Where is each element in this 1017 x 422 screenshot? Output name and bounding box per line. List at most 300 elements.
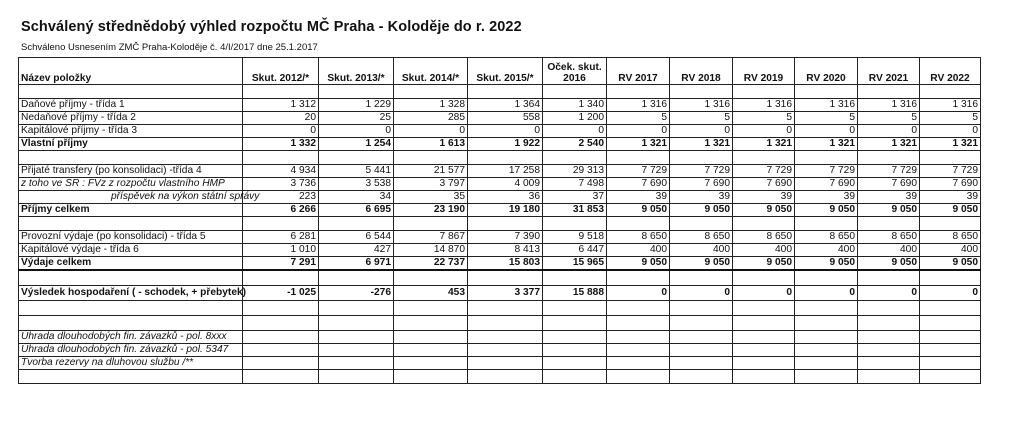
value-cell: 7 690 (607, 178, 670, 191)
value-cell: 285 (394, 112, 468, 125)
value-cell: 0 (243, 125, 319, 138)
value-cell (920, 370, 981, 384)
value-cell: 7 690 (670, 178, 733, 191)
row-label: z toho ve SR : FVz z rozpočtu vlastního HMP (19, 178, 243, 191)
value-cell (468, 370, 543, 384)
column-header: RV 2020 (795, 58, 858, 85)
value-cell (607, 344, 670, 357)
value-cell: 14 870 (394, 244, 468, 257)
value-cell: 453 (394, 286, 468, 301)
value-cell: 39 (670, 191, 733, 204)
value-cell: 29 313 (543, 165, 607, 178)
value-cell (795, 357, 858, 370)
value-cell: 0 (607, 286, 670, 301)
table-spacer-row (19, 370, 981, 384)
value-cell: 23 190 (394, 204, 468, 217)
value-cell: 5 (795, 112, 858, 125)
value-cell: 1 613 (394, 138, 468, 151)
value-cell: 1 364 (468, 99, 543, 112)
value-cell (607, 85, 670, 99)
value-cell: 9 050 (920, 257, 981, 271)
value-cell: 9 050 (733, 204, 795, 217)
value-cell: 1 321 (795, 138, 858, 151)
row-label (19, 301, 243, 316)
value-cell: 9 050 (795, 204, 858, 217)
value-cell (319, 331, 394, 344)
value-cell (920, 270, 981, 286)
value-cell (670, 151, 733, 165)
value-cell: 0 (670, 286, 733, 301)
value-cell (607, 301, 670, 316)
value-cell: 1 229 (319, 99, 394, 112)
value-cell (607, 270, 670, 286)
value-cell: 9 050 (607, 257, 670, 271)
column-header: RV 2021 (858, 58, 920, 85)
value-cell (795, 344, 858, 357)
value-cell: 8 413 (468, 244, 543, 257)
table-row (19, 138, 981, 151)
table-header-row (19, 58, 981, 85)
value-cell (795, 151, 858, 165)
value-cell (670, 370, 733, 384)
value-cell (543, 344, 607, 357)
value-cell: 1 340 (543, 99, 607, 112)
value-cell: 7 729 (920, 165, 981, 178)
value-cell: 223 (243, 191, 319, 204)
value-cell: 39 (795, 191, 858, 204)
value-cell: 5 (733, 112, 795, 125)
value-cell: 5 441 (319, 165, 394, 178)
row-label: Úhrada dlouhodobých fin. závazků - pol. 5347 (19, 344, 243, 357)
column-header: RV 2017 (607, 58, 670, 85)
value-cell (394, 151, 468, 165)
value-cell: 400 (670, 244, 733, 257)
row-label: Úhrada dlouhodobých fin. závazků - pol. 8xxx (19, 331, 243, 344)
table-row (19, 357, 981, 370)
table-row (19, 165, 981, 178)
value-cell: 1 328 (394, 99, 468, 112)
value-cell (543, 217, 607, 231)
table-row (19, 344, 981, 357)
value-cell: 1 316 (795, 99, 858, 112)
value-cell (733, 151, 795, 165)
value-cell (670, 301, 733, 316)
value-cell: 8 650 (795, 231, 858, 244)
table-spacer-row (19, 85, 981, 99)
value-cell (543, 331, 607, 344)
value-cell: 9 050 (858, 204, 920, 217)
value-cell: 6 544 (319, 231, 394, 244)
value-cell (920, 151, 981, 165)
value-cell: -276 (319, 286, 394, 301)
row-label: Kapitálové výdaje - třída 6 (19, 244, 243, 257)
value-cell (920, 85, 981, 99)
value-cell: 400 (607, 244, 670, 257)
value-cell: 1 922 (468, 138, 543, 151)
value-cell (319, 357, 394, 370)
table-row (19, 257, 981, 271)
value-cell (543, 357, 607, 370)
value-cell (607, 370, 670, 384)
value-cell: 9 050 (607, 204, 670, 217)
table-body (19, 85, 981, 384)
value-cell: 0 (920, 286, 981, 301)
value-cell: 1 316 (858, 99, 920, 112)
value-cell (468, 331, 543, 344)
row-label (19, 370, 243, 384)
value-cell: 7 690 (733, 178, 795, 191)
value-cell: 35 (394, 191, 468, 204)
value-cell (858, 270, 920, 286)
value-cell (920, 357, 981, 370)
value-cell: 0 (858, 286, 920, 301)
value-cell (858, 370, 920, 384)
value-cell (394, 85, 468, 99)
value-cell: 0 (394, 125, 468, 138)
table-row (19, 112, 981, 125)
value-cell: 3 736 (243, 178, 319, 191)
value-cell: 7 729 (607, 165, 670, 178)
row-label (19, 85, 243, 99)
value-cell: 400 (920, 244, 981, 257)
table-row (19, 331, 981, 344)
table-row (19, 191, 981, 204)
value-cell: 8 650 (670, 231, 733, 244)
table-row (19, 286, 981, 301)
value-cell (243, 270, 319, 286)
column-header: RV 2018 (670, 58, 733, 85)
value-cell (795, 331, 858, 344)
row-label (19, 151, 243, 165)
row-label: Provozní výdaje (po konsolidaci) - třída 5 (19, 231, 243, 244)
row-label (19, 270, 243, 286)
value-cell: 427 (319, 244, 394, 257)
value-cell: 0 (607, 125, 670, 138)
column-header: Skut. 2015/* (468, 58, 543, 85)
value-cell (243, 151, 319, 165)
value-cell (543, 151, 607, 165)
value-cell (468, 301, 543, 316)
value-cell: 3 797 (394, 178, 468, 191)
value-cell: 15 888 (543, 286, 607, 301)
value-cell: 15 803 (468, 257, 543, 271)
row-label: Výsledek hospodaření ( - schodek, + přebytek) (19, 286, 243, 301)
value-cell: 1 321 (858, 138, 920, 151)
value-cell: 1 321 (607, 138, 670, 151)
value-cell: 9 050 (670, 257, 733, 271)
value-cell (468, 344, 543, 357)
value-cell (858, 301, 920, 316)
value-cell (795, 217, 858, 231)
value-cell: 4 934 (243, 165, 319, 178)
value-cell: 7 729 (670, 165, 733, 178)
value-cell: 7 690 (795, 178, 858, 191)
value-cell (607, 357, 670, 370)
value-cell (607, 151, 670, 165)
value-cell (733, 370, 795, 384)
value-cell: 1 312 (243, 99, 319, 112)
value-cell: 8 650 (607, 231, 670, 244)
table-row (19, 244, 981, 257)
value-cell (733, 316, 795, 331)
value-cell (670, 270, 733, 286)
value-cell (733, 344, 795, 357)
value-cell (543, 85, 607, 99)
value-cell (795, 301, 858, 316)
value-cell: 15 965 (543, 257, 607, 271)
row-label: Nedaňové příjmy - třída 2 (19, 112, 243, 125)
value-cell: 39 (858, 191, 920, 204)
table-spacer-row (19, 270, 981, 286)
value-cell: 7 867 (394, 231, 468, 244)
row-label: Daňové příjmy - třída 1 (19, 99, 243, 112)
value-cell (243, 316, 319, 331)
value-cell: 21 577 (394, 165, 468, 178)
column-header: Skut. 2014/* (394, 58, 468, 85)
value-cell (394, 331, 468, 344)
value-cell (319, 151, 394, 165)
row-label: Vlastní příjmy (19, 138, 243, 151)
column-header: RV 2022 (920, 58, 981, 85)
table-row (19, 99, 981, 112)
value-cell: 39 (733, 191, 795, 204)
value-cell: 9 518 (543, 231, 607, 244)
table-spacer-row (19, 316, 981, 331)
value-cell: 8 650 (733, 231, 795, 244)
value-cell (243, 217, 319, 231)
value-cell: 0 (920, 125, 981, 138)
value-cell: 3 377 (468, 286, 543, 301)
value-cell: 1 010 (243, 244, 319, 257)
value-cell (319, 301, 394, 316)
value-cell: 5 (670, 112, 733, 125)
table-spacer-row (19, 151, 981, 165)
row-label: příspěvek na výkon státní správy (19, 191, 243, 204)
value-cell: 0 (795, 286, 858, 301)
table-row (19, 204, 981, 217)
value-cell: 1 316 (670, 99, 733, 112)
value-cell: 6 281 (243, 231, 319, 244)
value-cell (468, 357, 543, 370)
value-cell: 5 (607, 112, 670, 125)
value-cell (243, 357, 319, 370)
value-cell (319, 316, 394, 331)
value-cell (543, 301, 607, 316)
value-cell: 6 971 (319, 257, 394, 271)
value-cell (920, 344, 981, 357)
value-cell (670, 331, 733, 344)
value-cell (670, 357, 733, 370)
table-spacer-row (19, 217, 981, 231)
value-cell (858, 357, 920, 370)
value-cell (243, 331, 319, 344)
value-cell: 31 853 (543, 204, 607, 217)
table-row (19, 125, 981, 138)
value-cell: 1 332 (243, 138, 319, 151)
value-cell (319, 217, 394, 231)
value-cell: 9 050 (670, 204, 733, 217)
row-label (19, 316, 243, 331)
row-label: Tvorba rezervy na dluhovou službu /** (19, 357, 243, 370)
document-subtitle: Schváleno Usnesením ZMČ Praha-Koloděje č. 4/I/2017 dne 25.1.2017 (21, 42, 318, 53)
value-cell (394, 301, 468, 316)
row-label: Přijaté transfery (po konsolidaci) -třída 4 (19, 165, 243, 178)
value-cell (394, 370, 468, 384)
document-title: Schválený střednědobý výhled rozpočtu MČ Praha - Koloděje do r. 2022 (21, 19, 522, 35)
value-cell: 5 (920, 112, 981, 125)
value-cell: 0 (670, 125, 733, 138)
value-cell: 0 (468, 125, 543, 138)
value-cell (543, 316, 607, 331)
row-label: Příjmy celkem (19, 204, 243, 217)
value-cell: 39 (920, 191, 981, 204)
value-cell: 37 (543, 191, 607, 204)
value-cell (607, 331, 670, 344)
value-cell (858, 344, 920, 357)
value-cell (920, 331, 981, 344)
value-cell (858, 151, 920, 165)
value-cell (733, 270, 795, 286)
value-cell: 7 729 (733, 165, 795, 178)
value-cell (733, 85, 795, 99)
value-cell: 7 498 (543, 178, 607, 191)
value-cell (920, 316, 981, 331)
column-header: Skut. 2013/* (319, 58, 394, 85)
value-cell: 0 (733, 286, 795, 301)
budget-table (18, 57, 981, 384)
value-cell: 34 (319, 191, 394, 204)
row-label (19, 217, 243, 231)
value-cell (733, 357, 795, 370)
value-cell (920, 217, 981, 231)
value-cell (319, 85, 394, 99)
value-cell: 20 (243, 112, 319, 125)
column-header: RV 2019 (733, 58, 795, 85)
value-cell (733, 301, 795, 316)
value-cell (394, 217, 468, 231)
value-cell: 25 (319, 112, 394, 125)
value-cell: 5 (858, 112, 920, 125)
value-cell (858, 85, 920, 99)
value-cell (795, 270, 858, 286)
value-cell (543, 370, 607, 384)
value-cell: 0 (733, 125, 795, 138)
value-cell: 1 316 (920, 99, 981, 112)
value-cell: 0 (858, 125, 920, 138)
value-cell (795, 370, 858, 384)
value-cell (733, 217, 795, 231)
value-cell (858, 331, 920, 344)
value-cell (394, 357, 468, 370)
value-cell: 9 050 (733, 257, 795, 271)
value-cell (543, 270, 607, 286)
value-cell (468, 85, 543, 99)
value-cell: -1 025 (243, 286, 319, 301)
value-cell: 0 (543, 125, 607, 138)
column-header: Skut. 2012/* (243, 58, 319, 85)
value-cell (670, 85, 733, 99)
value-cell (243, 370, 319, 384)
value-cell (243, 301, 319, 316)
value-cell: 0 (795, 125, 858, 138)
value-cell: 9 050 (858, 257, 920, 271)
column-header: Oček. skut. 2016 (543, 58, 607, 85)
value-cell: 6 447 (543, 244, 607, 257)
row-label: Kapitálové příjmy - třída 3 (19, 125, 243, 138)
value-cell (394, 344, 468, 357)
table-spacer-row (19, 301, 981, 316)
value-cell: 1 200 (543, 112, 607, 125)
value-cell: 8 650 (920, 231, 981, 244)
value-cell: 7 690 (858, 178, 920, 191)
value-cell: 1 254 (319, 138, 394, 151)
value-cell: 19 180 (468, 204, 543, 217)
value-cell: 17 258 (468, 165, 543, 178)
value-cell (319, 370, 394, 384)
value-cell (394, 270, 468, 286)
value-cell (243, 344, 319, 357)
value-cell: 1 316 (607, 99, 670, 112)
value-cell: 22 737 (394, 257, 468, 271)
value-cell: 1 316 (733, 99, 795, 112)
value-cell (795, 316, 858, 331)
value-cell: 2 540 (543, 138, 607, 151)
value-cell: 1 321 (733, 138, 795, 151)
value-cell: 7 390 (468, 231, 543, 244)
value-cell (733, 331, 795, 344)
value-cell: 36 (468, 191, 543, 204)
value-cell: 400 (733, 244, 795, 257)
value-cell: 6 266 (243, 204, 319, 217)
value-cell (607, 217, 670, 231)
table-row (19, 231, 981, 244)
value-cell (670, 344, 733, 357)
value-cell (858, 217, 920, 231)
value-cell: 7 291 (243, 257, 319, 271)
value-cell: 6 695 (319, 204, 394, 217)
value-cell (243, 85, 319, 99)
value-cell: 7 729 (795, 165, 858, 178)
value-cell (319, 344, 394, 357)
row-label: Výdaje celkem (19, 257, 243, 271)
value-cell: 39 (607, 191, 670, 204)
value-cell: 7 729 (858, 165, 920, 178)
value-cell: 7 690 (920, 178, 981, 191)
value-cell (670, 316, 733, 331)
value-cell (858, 316, 920, 331)
value-cell (468, 151, 543, 165)
value-cell (670, 217, 733, 231)
value-cell: 400 (795, 244, 858, 257)
value-cell (319, 270, 394, 286)
value-cell (920, 301, 981, 316)
column-header: Název položky (19, 58, 243, 85)
value-cell: 8 650 (858, 231, 920, 244)
value-cell: 0 (319, 125, 394, 138)
value-cell (394, 316, 468, 331)
value-cell (468, 217, 543, 231)
value-cell: 558 (468, 112, 543, 125)
value-cell: 4 009 (468, 178, 543, 191)
value-cell: 400 (858, 244, 920, 257)
value-cell: 1 321 (670, 138, 733, 151)
value-cell: 9 050 (920, 204, 981, 217)
value-cell (468, 270, 543, 286)
value-cell (468, 316, 543, 331)
value-cell (607, 316, 670, 331)
value-cell: 1 321 (920, 138, 981, 151)
table-row (19, 178, 981, 191)
